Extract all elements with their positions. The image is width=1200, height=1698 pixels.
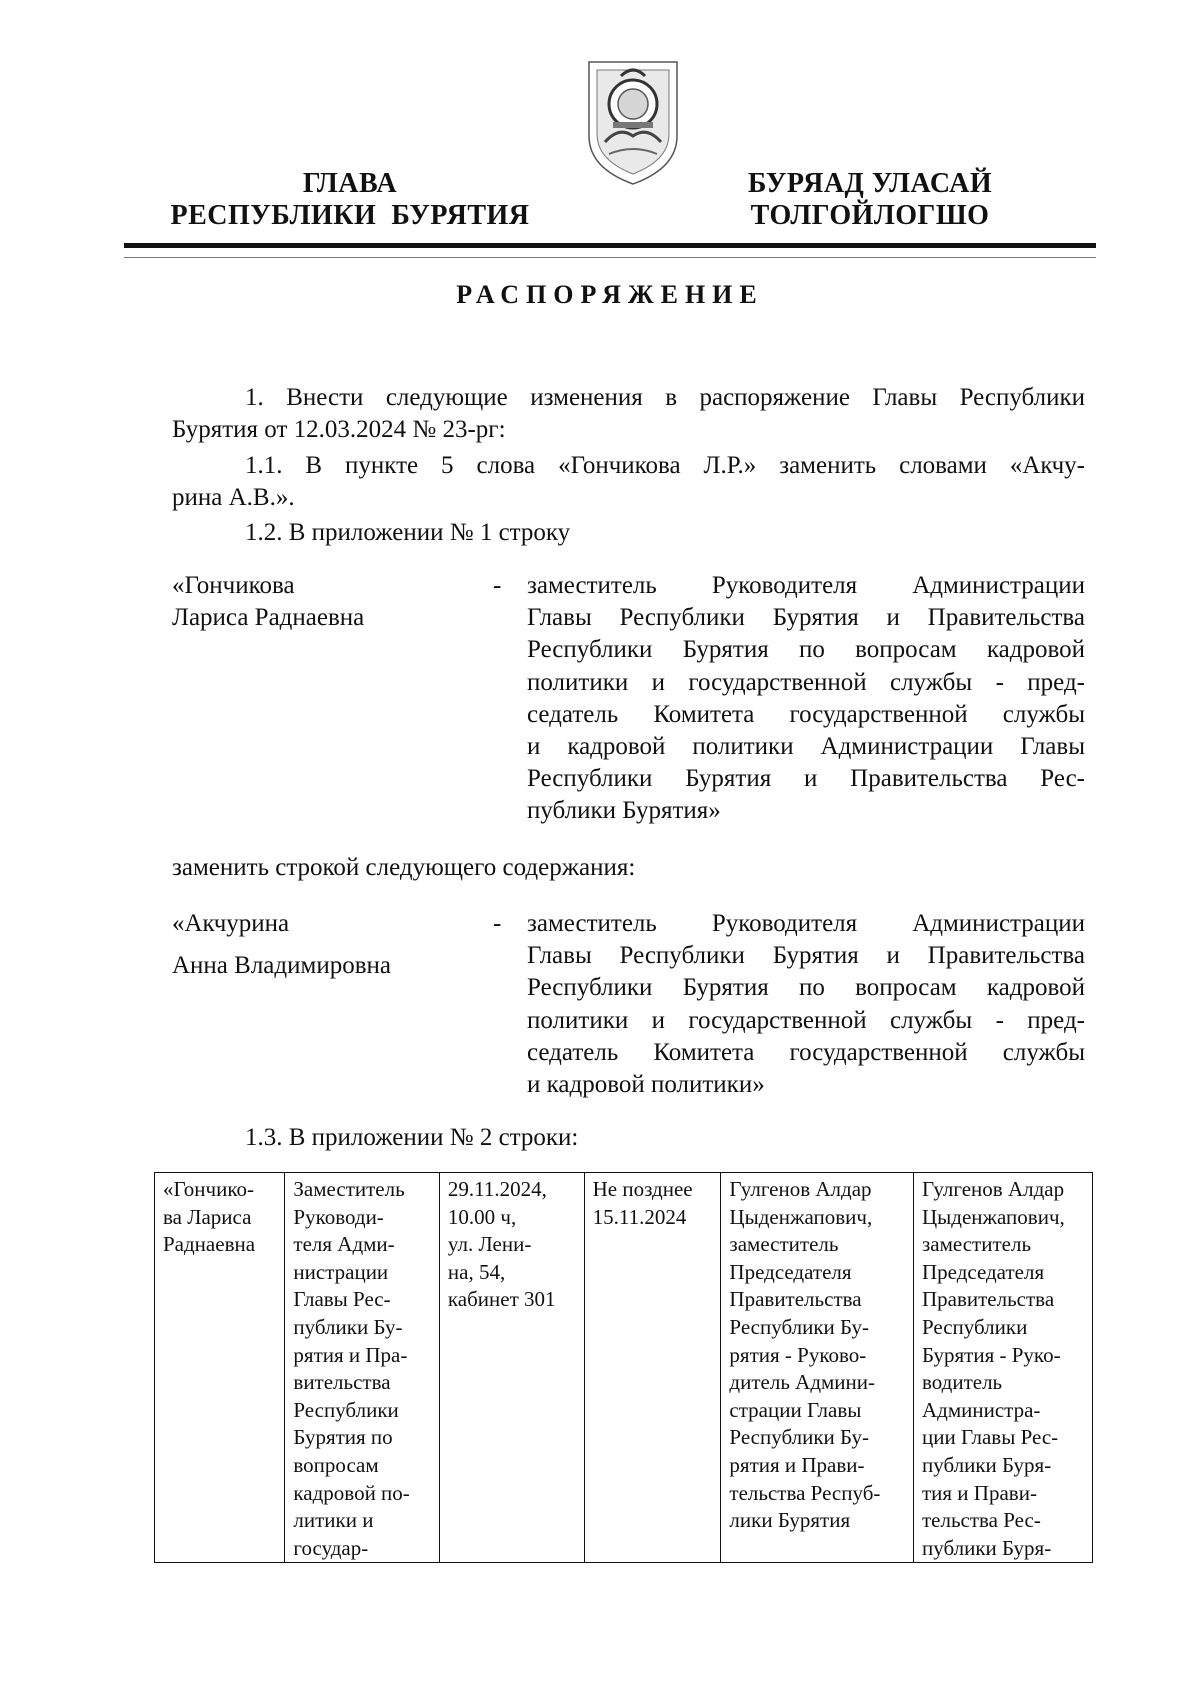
cell-line: кабинет 301 [447, 1287, 556, 1312]
cell-line: 29.11.2024, [447, 1177, 547, 1201]
cell-line: вительства [293, 1370, 391, 1395]
cell-line: «Гончико- [163, 1177, 254, 1201]
cell-line: Бурятия - Руко- [921, 1342, 1061, 1367]
table-cell-responsible-2 [913, 1173, 1092, 1563]
cell-line: Правительства [921, 1287, 1055, 1312]
cell-line: лики Бурятия [729, 1508, 851, 1533]
cell-line: дитель Админи- [729, 1370, 875, 1395]
cell-line: водитель [921, 1370, 1003, 1395]
header-right-line2: ТОЛГОЙЛОГШО [750, 200, 990, 231]
cell-line: рятия и Прави- [729, 1452, 865, 1477]
cell-line: Раднаевна [163, 1232, 256, 1257]
cell-line: тия и Прави- [921, 1480, 1037, 1505]
cell-line: Председателя [921, 1259, 1045, 1284]
cell-line: 15.11.2024 [592, 1204, 687, 1229]
new-position-line: заместитель Руководителя Администрации [527, 910, 1085, 937]
cell-line: Правительства [729, 1287, 862, 1312]
cell-line: литики и [293, 1508, 374, 1533]
cell-line: публики Буря- [921, 1535, 1052, 1560]
table-row [155, 1173, 1093, 1563]
paragraph-1-line1: 1. Внести следующие изменения в распоряжение Главы Республики [245, 384, 1085, 411]
cell-line: кадровой по- [293, 1480, 410, 1505]
replace-instruction: заменить строкой следующего содержания: [172, 854, 636, 881]
old-position [527, 570, 1085, 828]
cell-line: ва Лариса [163, 1204, 252, 1229]
cell-line: заместитель [729, 1232, 839, 1257]
cell-line: Гулгенов Алдар [729, 1177, 872, 1201]
paragraph-1-2: 1.2. В приложении № 1 строку [245, 519, 571, 546]
header-left-line2: РЕСПУБЛИКИ БУРЯТИЯ [170, 200, 530, 231]
table-cell-date-place [439, 1173, 584, 1563]
cell-line: Республики [293, 1397, 399, 1422]
new-dash: - [493, 910, 502, 937]
old-position-line: и кадровой политики Администрации Главы [527, 733, 1085, 761]
cell-line: теля Адми- [293, 1232, 395, 1257]
header-left-line1: ГЛАВА [302, 168, 398, 199]
header-right [720, 168, 1020, 232]
cell-line: рятия и Пра- [293, 1342, 408, 1367]
cell-line: вопросам [293, 1452, 379, 1477]
new-position-line: и кадровой политики» [527, 1071, 765, 1099]
cell-line: Гулгенов Алдар [921, 1177, 1065, 1201]
cell-line: ул. Лени- [447, 1232, 532, 1257]
paragraph-1-1-line2: рина А.В.». [172, 484, 295, 511]
paragraph-1-3: 1.3. В приложении № 2 строки: [245, 1124, 579, 1151]
table-cell-responsible-1 [721, 1173, 914, 1563]
old-position-line: Главы Республики Бурятия и Правительства [527, 604, 1085, 632]
old-position-line: заместитель Руководителя Администрации [527, 572, 1085, 599]
coat-of-arms-icon [583, 56, 683, 188]
cell-line: нистрации [293, 1259, 389, 1284]
cell-line: государ- [293, 1535, 369, 1560]
old-name-line1: «Гончикова [172, 572, 295, 599]
new-position-line: Главы Республики Бурятия и Правительства [527, 942, 1085, 970]
paragraph-1-1-line1: 1.1. В пункте 5 слова «Гончикова Л.Р.» заменить словами «Акчу- [245, 452, 1085, 479]
cell-line: Бурятия по [293, 1425, 393, 1450]
cell-line: на, 54, [447, 1259, 506, 1284]
header-right-line1: БУРЯАД УЛАСАЙ [747, 168, 993, 199]
old-position-line: Республики Бурятия по вопросам кадровой [527, 636, 1085, 664]
old-position-line: Республики Бурятия и Правительства Рес- [527, 765, 1085, 793]
new-name-line2: Анна Владимировна [172, 952, 391, 979]
cell-line: тельства Рес- [921, 1508, 1041, 1533]
new-name-line1: «Акчурина [172, 910, 290, 937]
cell-line: Республики [921, 1314, 1028, 1339]
new-position [527, 908, 1085, 1101]
header-divider-thick [124, 243, 1096, 248]
header-divider-thin [124, 257, 1096, 258]
new-position-line: политики и государственной службы - пред- [527, 1006, 1085, 1034]
old-position-line: политики и государственной службы - пред- [527, 668, 1085, 696]
cell-line: Цыденжапович, [729, 1204, 873, 1229]
cell-line: Главы Рес- [293, 1287, 391, 1312]
cell-line: Республики Бу- [729, 1314, 870, 1339]
cell-line: страции Главы [729, 1397, 862, 1422]
cell-line: публики Буря- [921, 1452, 1052, 1477]
old-position-line: публики Бурятия» [527, 797, 721, 825]
old-dash: - [493, 572, 502, 599]
cell-line: публики Бу- [293, 1314, 403, 1339]
old-position-line: седатель Комитета государственной службы [527, 700, 1085, 728]
cell-line: Цыденжапович, [921, 1204, 1065, 1229]
document-title: РАСПОРЯЖЕНИЕ [456, 280, 764, 309]
cell-line: 10.00 ч, [447, 1204, 517, 1229]
new-position-line: Республики Бурятия по вопросам кадровой [527, 974, 1085, 1002]
appendix-2-table [154, 1172, 1093, 1563]
old-name-line2: Лариса Раднаевна [172, 604, 365, 631]
cell-line: тельства Респуб- [729, 1480, 881, 1505]
new-position-line: седатель Комитета государственной службы [527, 1038, 1085, 1066]
cell-line: Республики Бу- [729, 1425, 870, 1450]
cell-line: Руководи- [293, 1204, 384, 1229]
cell-line: Председателя [729, 1259, 852, 1284]
cell-line: ции Главы Рес- [921, 1425, 1059, 1450]
paragraph-1-line2: Бурятия от 12.03.2024 № 23-рг: [172, 416, 506, 443]
cell-line: Администра- [921, 1397, 1041, 1422]
table-cell-deadline [584, 1173, 721, 1563]
cell-line: заместитель [921, 1232, 1032, 1257]
cell-line: Заместитель [293, 1177, 405, 1201]
cell-line: Не позднее [592, 1177, 693, 1201]
header-left [150, 168, 550, 232]
cell-line: рятия - Руково- [729, 1342, 867, 1367]
table-cell-position [285, 1173, 439, 1563]
table-cell-name [155, 1173, 285, 1563]
